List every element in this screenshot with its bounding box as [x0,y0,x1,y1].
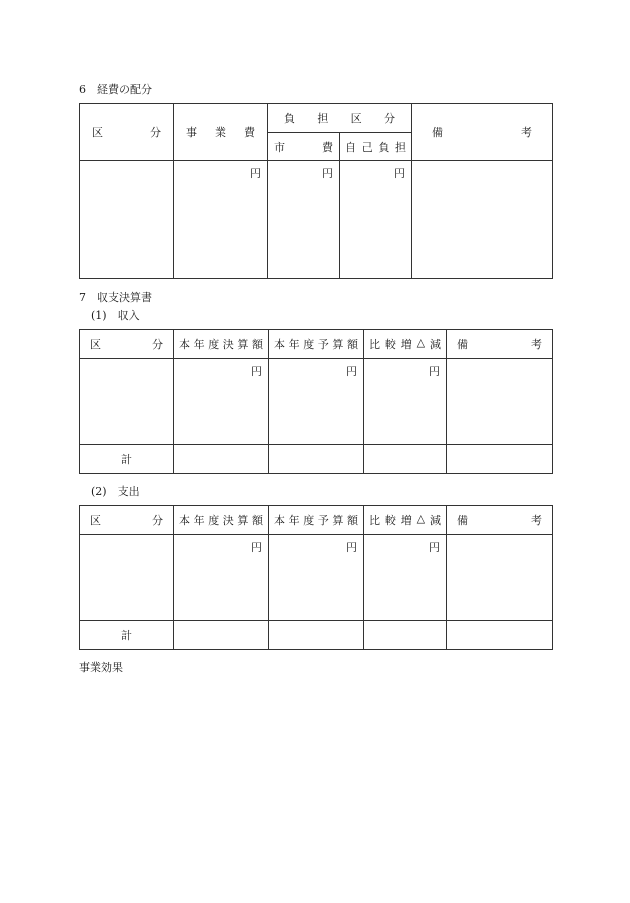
income-total-kessan [174,445,269,474]
expense-allocation-table [79,103,553,279]
expense-body-kessan: 円 [174,535,269,621]
expense-header-kessan: 本 年 度 決 算 額 [174,506,269,535]
income-header-yosan: 本 年 度 予 算 額 [269,330,364,359]
section6-title: 6 経費の配分 [79,83,152,96]
income-total-yosan [269,445,364,474]
expense-total-yosan [269,621,364,650]
header-kubun: 区 分 [80,104,174,161]
body-biko [412,161,553,279]
header-jigyohi: 事 業 費 [174,104,268,161]
project-effect-label: 事業効果 [79,661,123,674]
income-header-hikaku: 比 較 増 △ 減 [364,330,447,359]
expense-body-hikaku: 円 [364,535,447,621]
income-body-yosan: 円 [269,359,364,445]
income-body-kessan: 円 [174,359,269,445]
header-jiko-futan: 自 己 負 担 [340,133,412,161]
expense-header-hikaku: 比 較 増 △ 減 [364,506,447,535]
body-jiko-futan: 円 [340,161,412,279]
expense-body-biko [447,535,553,621]
income-body-hikaku: 円 [364,359,447,445]
income-header-kubun: 区 分 [80,330,174,359]
income-header-kessan: 本 年 度 決 算 額 [174,330,269,359]
expense-body-yosan: 円 [269,535,364,621]
income-header-biko: 備 考 [447,330,553,359]
expense-total-label: 計 [80,621,174,650]
income-body-biko [447,359,553,445]
body-kubun [80,161,174,279]
expense-header-yosan: 本 年 度 予 算 額 [269,506,364,535]
expense-header-kubun: 区 分 [80,506,174,535]
expense-table [79,505,553,650]
body-jigyohi: 円 [174,161,268,279]
expense-total-biko [447,621,553,650]
income-body-kubun [80,359,174,445]
expense-total-kessan [174,621,269,650]
income-total-biko [447,445,553,474]
header-shi-hi: 市 費 [268,133,340,161]
income-total-label: 計 [80,445,174,474]
expense-header-biko: 備 考 [447,506,553,535]
income-table [79,329,553,474]
header-futan-kubun: 負 担 区 分 [268,104,412,133]
body-shi-hi: 円 [268,161,340,279]
expense-body-kubun [80,535,174,621]
header-biko: 備 考 [412,104,553,161]
income-title: (1) 収入 [91,309,140,322]
expense-total-hikaku [364,621,447,650]
expense-title: (2) 支出 [91,485,140,498]
income-total-hikaku [364,445,447,474]
section7-title: 7 収支決算書 [79,291,152,304]
